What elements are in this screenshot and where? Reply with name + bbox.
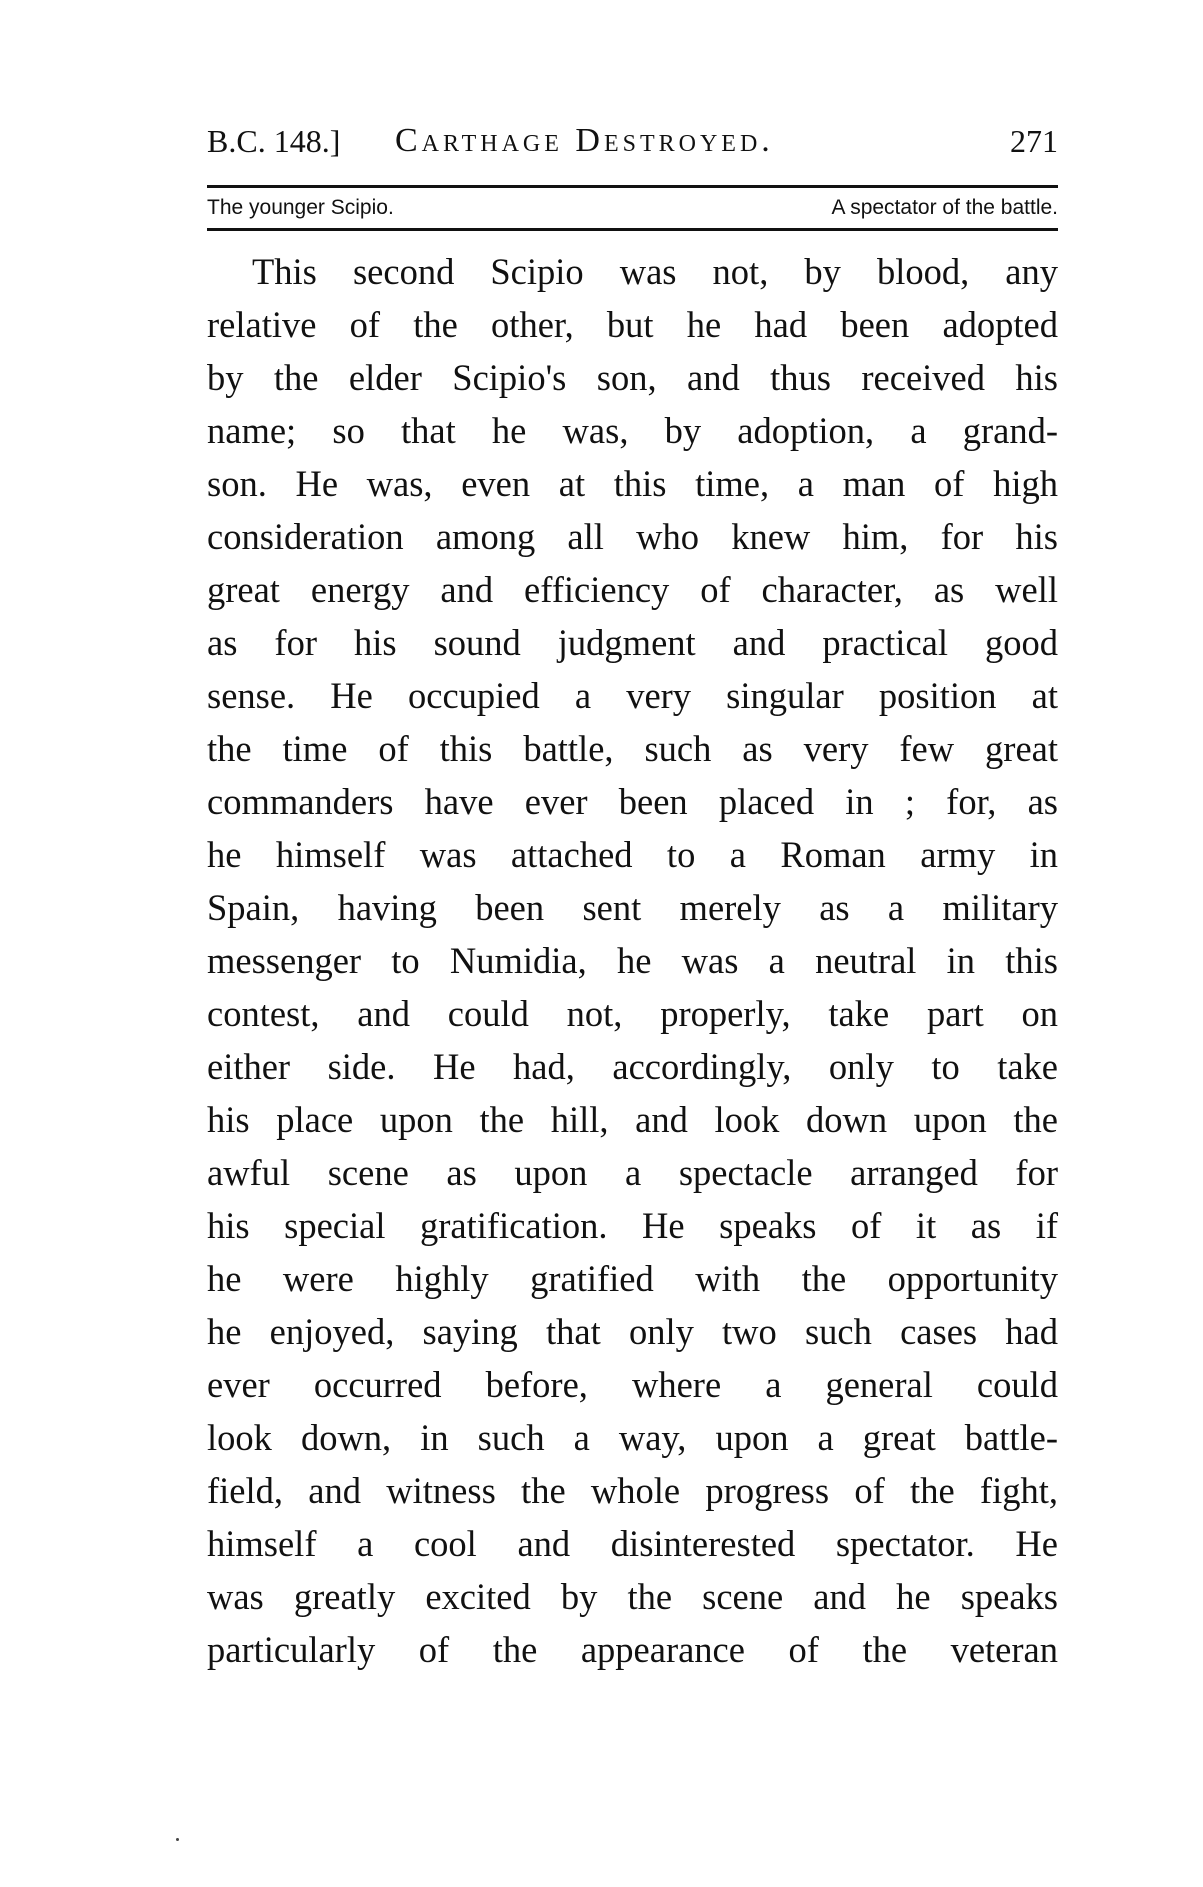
text-line: consideration among all who knew him, for his — [207, 516, 1058, 557]
text-line: particularly of the appearance of the veteran — [207, 1629, 1058, 1670]
subhead-right: A spectator of the battle. — [831, 196, 1058, 219]
book-page — [207, 118, 1058, 1676]
body-paragraph — [207, 245, 1058, 1676]
text-line: messenger to Numidia, he was a neutral in this — [207, 940, 1058, 981]
text-line: himself a cool and disinterested spectator. He — [207, 1523, 1058, 1564]
marginal-subheads — [207, 188, 1058, 228]
running-head-title: Carthage Destroyed. — [395, 122, 774, 159]
text-line: by the elder Scipio's son, and thus received his — [207, 357, 1058, 398]
text-line: name; so that he was, by adoption, a grand- — [207, 410, 1058, 451]
text-line: either side. He had, accordingly, only to take — [207, 1046, 1058, 1087]
subhead-left: The younger Scipio. — [207, 196, 394, 219]
text-line: relative of the other, but he had been adopted — [207, 304, 1058, 345]
text-line: This second Scipio was not, by blood, any — [252, 251, 1058, 292]
text-line: his place upon the hill, and look down upon the — [207, 1099, 1058, 1140]
text-line: he enjoyed, saying that only two such cases had — [207, 1311, 1058, 1352]
text-line: ever occurred before, where a general could — [207, 1364, 1058, 1405]
text-line: contest, and could not, properly, take part on — [207, 993, 1058, 1034]
page-number: 271 — [1010, 123, 1058, 159]
running-head-date: B.C. 148.] — [207, 123, 341, 159]
text-line: field, and witness the whole progress of the fight, — [207, 1470, 1058, 1511]
text-line: he himself was attached to a Roman army in — [207, 834, 1058, 875]
running-head — [207, 118, 1058, 164]
text-line: look down, in such a way, upon a great battle- — [207, 1417, 1058, 1458]
text-line: was greatly excited by the scene and he speaks — [207, 1576, 1058, 1617]
subhead-rule — [207, 228, 1058, 231]
text-line: the time of this battle, such as very few great — [207, 728, 1058, 769]
text-line: Spain, having been sent merely as a military — [207, 887, 1058, 928]
text-line: great energy and efficiency of character, as well — [207, 569, 1058, 610]
text-line: sense. He occupied a very singular position at — [207, 675, 1058, 716]
text-line: as for his sound judgment and practical good — [207, 622, 1058, 663]
text-line: awful scene as upon a spectacle arranged for — [207, 1152, 1058, 1193]
text-line: son. He was, even at this time, a man of high — [207, 463, 1058, 504]
text-line: he were highly gratified with the opportunity — [207, 1258, 1058, 1299]
text-line: commanders have ever been placed in ; for, as — [207, 781, 1058, 822]
stray-ink-mark — [176, 1838, 179, 1841]
text-line: his special gratification. He speaks of it as if — [207, 1205, 1058, 1246]
